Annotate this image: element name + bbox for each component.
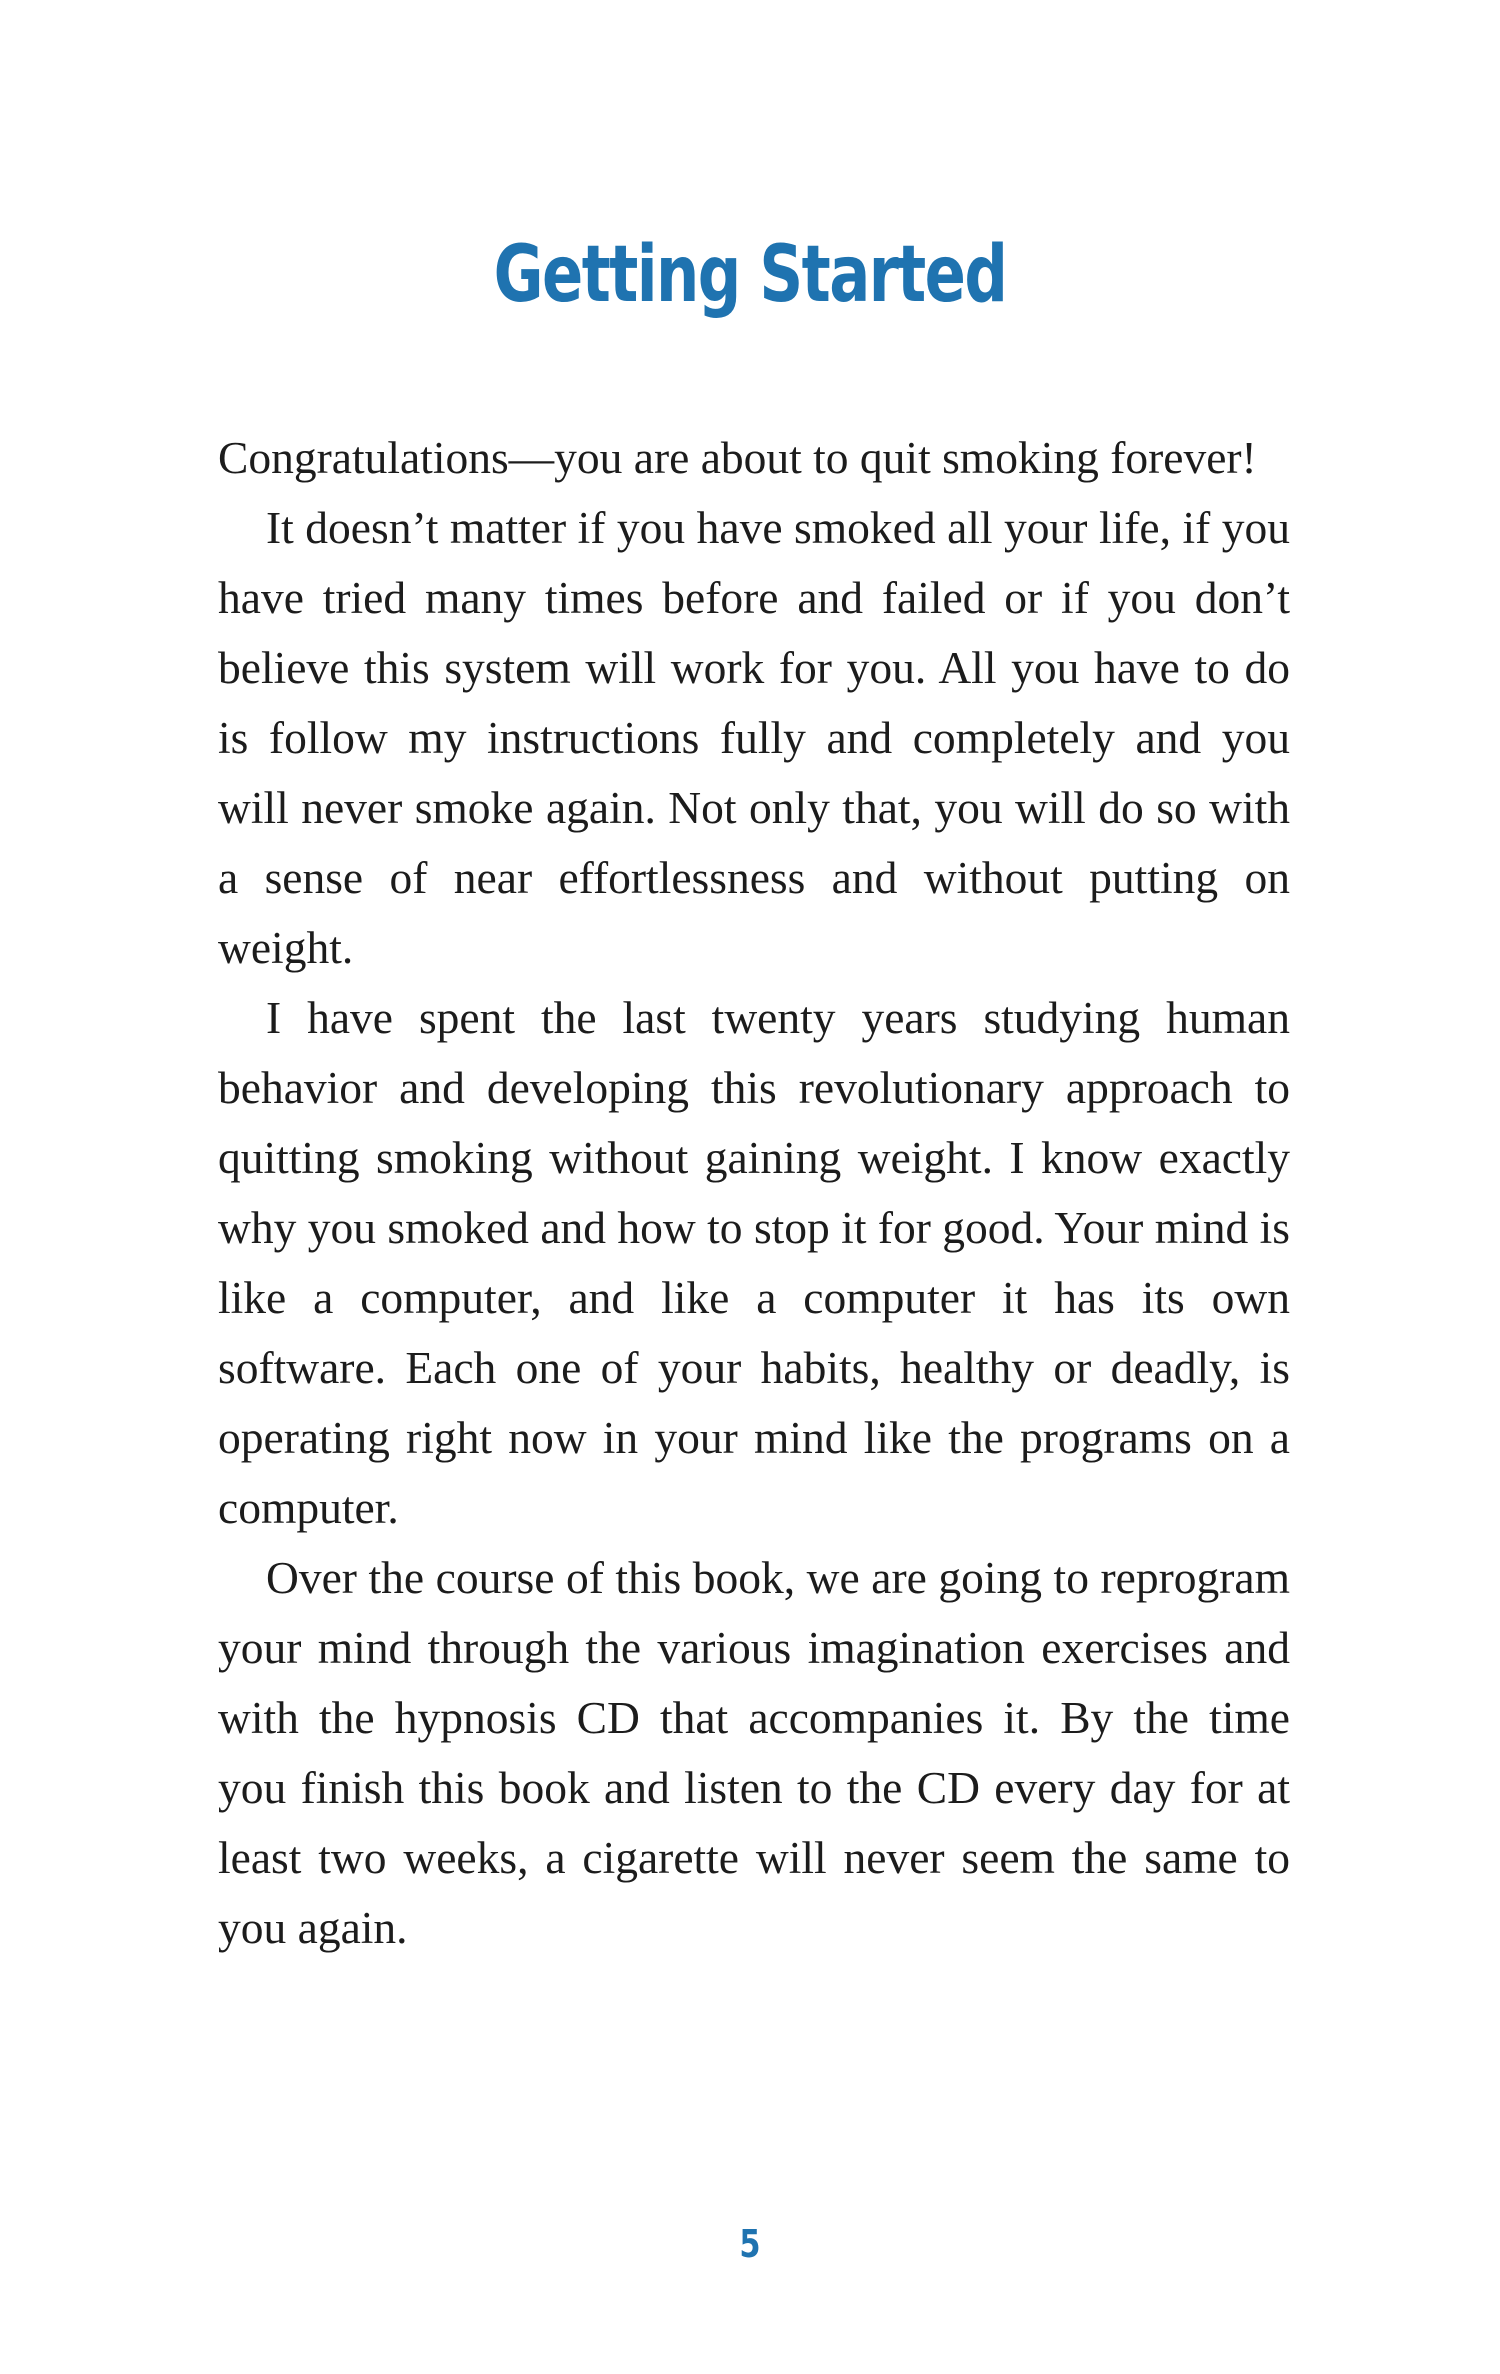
paragraph-4: Over the course of this book, we are going to reprogram your mind through the various imagination exercises and with the hypnosis CD that accompanies it. By the time you finish this book and listen to the CD every day for at least two weeks, a cigarette will never seem the same to you again. <box>218 1552 1290 1953</box>
paragraph-3: I have spent the last twenty years studying human behavior and developing this revolutionary approach to quitting smoking without gaining weight. I know exactly why you smoked and how to stop it for good. Your mind is like a computer, and like a computer it has its own software. Each one of your habits, healthy or deadly, is operating right now in your mind like the programs on a computer. <box>218 992 1290 1533</box>
paragraph-1: Congratulations—you are about to quit smoking forever! <box>218 432 1257 483</box>
chapter-body <box>218 423 1290 1963</box>
paragraph-2: It doesn’t matter if you have smoked all your life, if you have tried many times before and failed or if you don’t believe this system will work for you. All you have to do is follow my instructions fully and completely and you will never smoke again. Not only that, you will do so with a sense of near effortlessness and without putting on weight. <box>218 502 1290 973</box>
page-number: 5 <box>739 2222 761 2266</box>
chapter-title: Getting Started <box>493 230 1007 320</box>
